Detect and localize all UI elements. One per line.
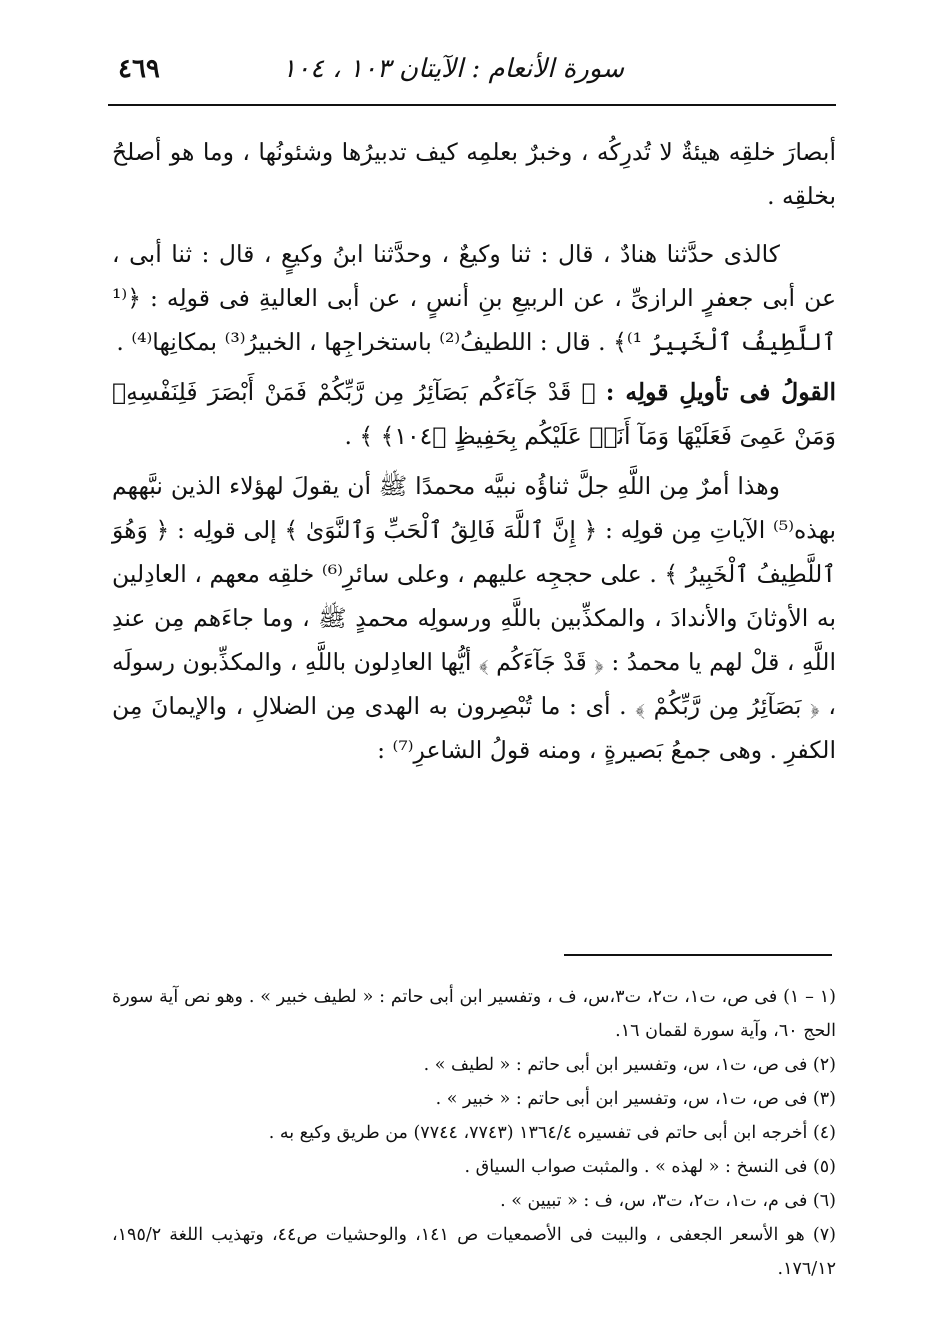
footnote-6: (٦) فى م، ت١، ت٢، ت٣، س، ف : « تبيين » . (500, 1191, 836, 1211)
paragraph-verse-heading (112, 370, 836, 458)
footnote-1: (١ – ١) فى ص، ت١، ت٢، ت٣،س، ف ، وتفسير ابن أبى حاتم : « لطيف خبير » . وهو نص آية سورة الحج ٦٠، وآية سورة لقمان ١٦. (112, 987, 836, 1041)
footnotes (112, 980, 836, 1286)
footnote-separator (564, 954, 832, 956)
page-number: ٤٦٩ (118, 54, 160, 84)
running-header (112, 52, 836, 96)
header-title: سورة الأنعام : الآيتان ١٠٣ ، ١٠٤ (282, 54, 624, 84)
footnote-3: (٣) فى ص، ت١، س، وتفسير ابن أبى حاتم : « خبير » . (435, 1089, 836, 1109)
verse-quote: ﴿ قَدْ جَآءَكُم بَصَآئِرُ مِن رَّبِّكُمْ فَمَنْ أَبْصَرَ فَلِنَفْسِهِۦ وَمَنْ عَمِىَ فَعَلَيْهَا وَمَآ أَنَا۠ عَلَيْكُم بِحَفِيظٍ ﴿١٠٤﴾ ﴾ . (112, 378, 836, 450)
footnote-2: (٢) فى ص، ت١، س، وتفسير ابن أبى حاتم : « لطيف » . (423, 1055, 836, 1075)
main-text (112, 130, 836, 772)
paragraph-hadith: كالذى حدَّثنا هنادٌ ، قال : ثنا وكيعٌ ، وحدَّثنا ابنُ وكيعٍ ، قال : ثنا أبى ، عن أبى جعفرٍ الرازىِّ ، عن الربيعِ بنِ أنسٍ ، عن أبى العاليةِ فى قولِه : ﴿⁽¹ ٱللَّطِيفُ ٱلْخَبِيرُ ¹⁾﴾ . قال : اللطيفُ⁽²⁾ باستخراجِها ، الخبيرُ⁽³⁾ بمكانِها⁽⁴⁾ . (112, 240, 836, 356)
paragraph-continuation: أبصارَ خلقِه هيئةٌ لا تُدرِكُه ، وخبرٌ بعلمِه كيف تدبيرُها وشئونُها ، وما هو أصلحُ بخلقِه . (112, 138, 836, 210)
header-rule (108, 104, 836, 106)
verse-heading-lead: القولُ فى تأويلِ قولِه : (605, 378, 836, 406)
paragraph-commentary: وهذا أمرٌ مِن اللَّهِ جلَّ ثناؤُه نبيَّه محمدًا ﷺ أن يقولَ لهؤلاء الذين نبَّههم بهذه⁽⁵⁾ الآياتِ مِن قولِه : ﴿ إِنَّ ٱللَّهَ فَالِقُ ٱلْحَبِّ وَٱلنَّوَىٰ ﴾ إلى قولِه : ﴿ وَهُوَ ٱللَّطِيفُ ٱلْخَبِيرُ ﴾ . على حججِه عليهم ، وعلى سائرِ⁽⁶⁾ خلقِه معهم ، العادِلين به الأوثانَ والأندادَ ، والمكذِّبين باللَّهِ ورسولِه محمدٍ ﷺ ، وما جاءَهم مِن عندِ اللَّهِ ، قلْ لهم يا محمدُ : ﴿ قَدْ جَآءَكُم ﴾ أيُّها العادِلون باللَّهِ ، والمكذِّبون رسولَه ، ﴿ بَصَآئِرُ مِن رَّبِّكُمْ ﴾ . أى : ما تُبْصِرون به الهدى مِن الضلالِ ، والإيمانَ مِن الكفرِ . وهى جمعُ بَصيرةٍ ، ومنه قولُ الشاعرِ⁽⁷⁾ : (112, 472, 836, 764)
footnote-4: (٤) أخرجه ابن أبى حاتم فى تفسيره ١٣٦٤/٤ (٧٧٤٣، ٧٧٤٤) من طريق وكيع به . (268, 1123, 836, 1143)
footnote-7: (٧) هو الأسعر الجعفى ، والبيت فى الأصمعيات ص ١٤١، والوحشيات ص٤٤، وتهذيب اللغة ١٩٥/٢، ١٧٦/١٢. (112, 1225, 836, 1279)
footnote-5: (٥) فى النسخ : « لهذه » . والمثبت صواب السياق . (464, 1157, 836, 1177)
